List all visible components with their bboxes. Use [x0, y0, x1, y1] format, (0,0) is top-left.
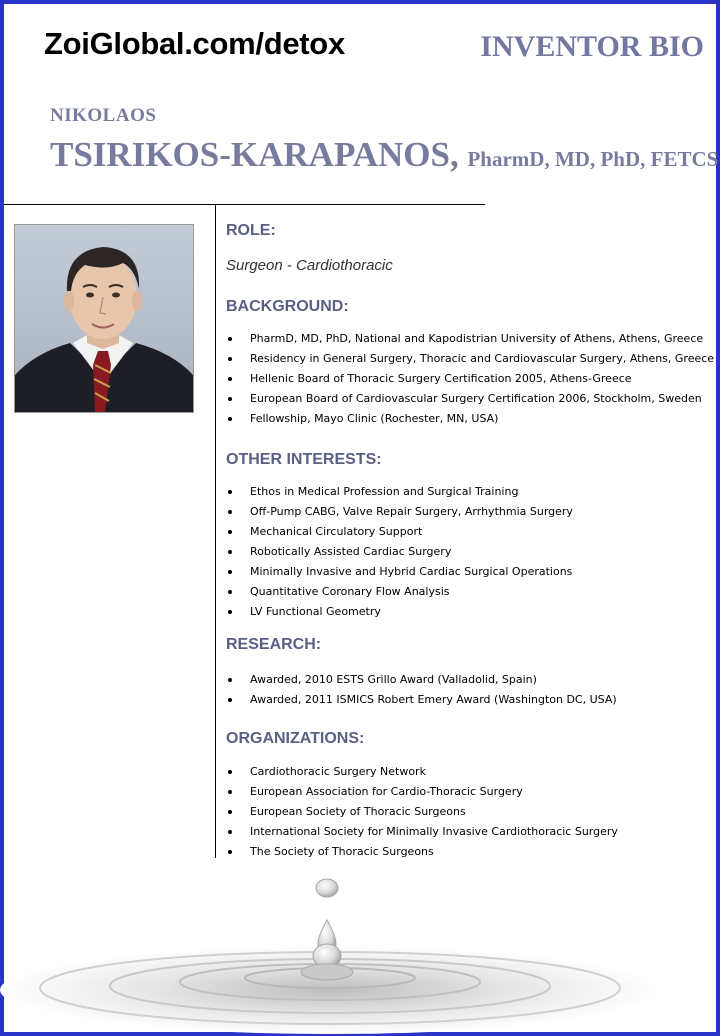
- document-label: INVENTOR BIO: [480, 30, 704, 63]
- list-item: Cardiothoracic Surgery Network: [226, 762, 618, 782]
- portrait-photo: [14, 224, 194, 413]
- list-item: Residency in General Surgery, Thoracic and Cardiovascular Surgery, Athens, Greece: [226, 349, 714, 369]
- list-item: The Society of Thoracic Surgeons: [226, 842, 618, 862]
- research-heading: RESEARCH:: [226, 636, 322, 653]
- list-item: Hellenic Board of Thoracic Surgery Certification 2005, Athens-Greece: [226, 369, 714, 389]
- list-item: Mechanical Circulatory Support: [226, 522, 573, 542]
- interests-heading: OTHER INTERESTS:: [226, 451, 382, 468]
- header-divider: [4, 204, 485, 205]
- list-item: LV Functional Geometry: [226, 602, 573, 622]
- organizations-list: [226, 762, 618, 862]
- list-item: Fellowship, Mayo Clinic (Rochester, MN, USA): [226, 409, 714, 429]
- list-item: Robotically Assisted Cardiac Surgery: [226, 542, 573, 562]
- list-item: Awarded, 2010 ESTS Grillo Award (Valladolid, Spain): [226, 670, 617, 690]
- list-item: Quantitative Coronary Flow Analysis: [226, 582, 573, 602]
- background-heading: BACKGROUND:: [226, 298, 349, 315]
- water-drop-illustration: [0, 870, 720, 1036]
- list-item: Off-Pump CABG, Valve Repair Surgery, Arrhythmia Surgery: [226, 502, 573, 522]
- list-item: Awarded, 2011 ISMICS Robert Emery Award (Washington DC, USA): [226, 690, 617, 710]
- role-text: Surgeon - Cardiothoracic: [226, 257, 393, 274]
- column-divider: [215, 204, 216, 858]
- full-name: [50, 135, 718, 175]
- role-heading: ROLE:: [226, 222, 276, 239]
- list-item: International Society for Minimally Invasive Cardiothoracic Surgery: [226, 822, 618, 842]
- list-item: Ethos in Medical Profession and Surgical Training: [226, 482, 573, 502]
- research-list: [226, 670, 617, 710]
- background-list: [226, 329, 714, 429]
- list-item: Minimally Invasive and Hybrid Cardiac Surgical Operations: [226, 562, 573, 582]
- list-item: European Society of Thoracic Surgeons: [226, 802, 618, 822]
- portrait-illustration: [15, 225, 193, 412]
- first-name: NIKOLAOS: [50, 105, 157, 126]
- list-item: PharmD, MD, PhD, National and Kapodistrian University of Athens, Athens, Greece: [226, 329, 714, 349]
- interests-list: [226, 482, 573, 622]
- credentials: PharmD, MD, PhD, FETCS: [467, 147, 719, 171]
- list-item: European Association for Cardio-Thoracic Surgery: [226, 782, 618, 802]
- last-name: TSIRIKOS-KARAPANOS,: [50, 135, 459, 174]
- organizations-heading: ORGANIZATIONS:: [226, 730, 365, 747]
- brand-title: ZoiGlobal.com/detox: [44, 26, 345, 61]
- list-item: European Board of Cardiovascular Surgery Certification 2006, Stockholm, Sweden: [226, 389, 714, 409]
